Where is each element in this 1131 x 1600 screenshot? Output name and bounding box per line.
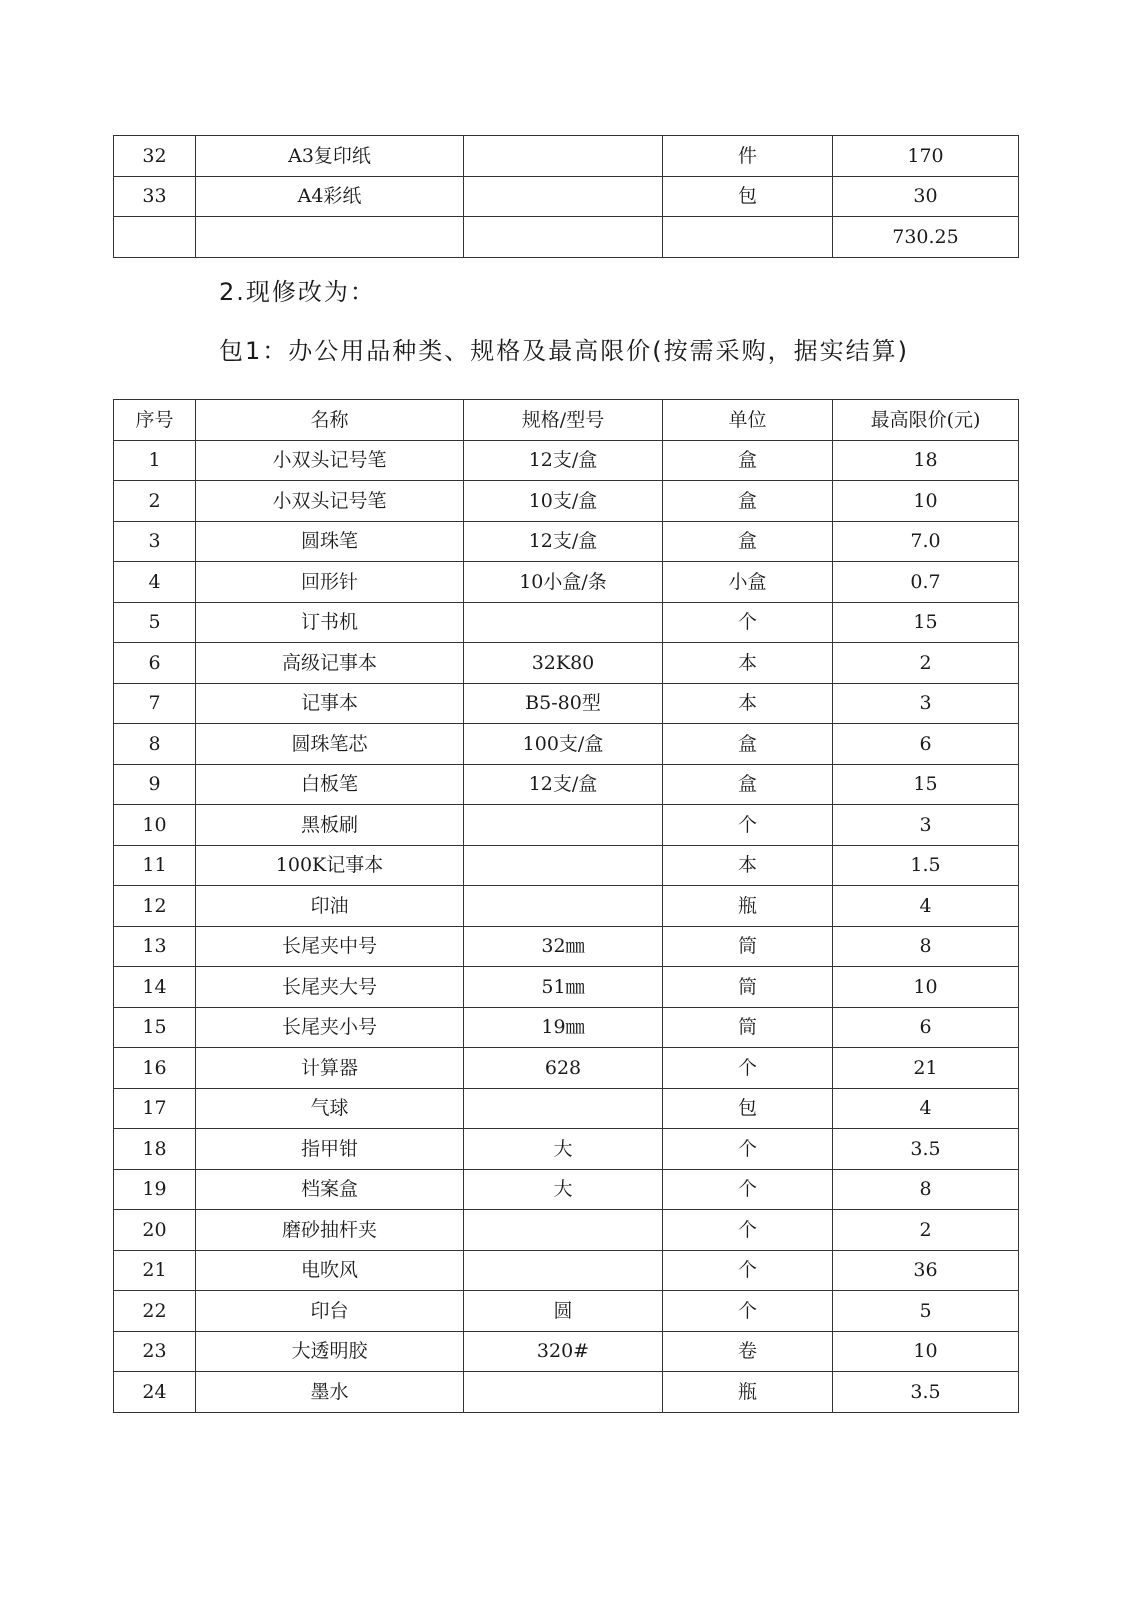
cell-unit: 盒 bbox=[663, 481, 833, 522]
header-spec: 规格/型号 bbox=[464, 400, 663, 441]
cell-name: 长尾夹大号 bbox=[196, 967, 464, 1008]
table-row bbox=[114, 602, 1019, 643]
cell-name: 指甲钳 bbox=[196, 1129, 464, 1170]
cell-spec bbox=[464, 886, 663, 927]
office-supplies-table bbox=[113, 399, 1019, 1413]
cell-name: A3复印纸 bbox=[196, 136, 464, 177]
cell-name: 高级记事本 bbox=[196, 643, 464, 684]
cell-unit: 个 bbox=[663, 1169, 833, 1210]
cell-name: 长尾夹小号 bbox=[196, 1007, 464, 1048]
cell-max-price: 30 bbox=[833, 176, 1019, 217]
cell-spec bbox=[464, 805, 663, 846]
cell-spec: 圆 bbox=[464, 1291, 663, 1332]
cell-index bbox=[114, 217, 196, 258]
cell-max-price: 18 bbox=[833, 440, 1019, 481]
cell-index: 19 bbox=[114, 1169, 196, 1210]
table-header-row bbox=[114, 400, 1019, 441]
table-row bbox=[114, 1007, 1019, 1048]
cell-unit: 瓶 bbox=[663, 886, 833, 927]
cell-unit: 本 bbox=[663, 683, 833, 724]
cell-unit: 筒 bbox=[663, 926, 833, 967]
cell-spec: 19㎜ bbox=[464, 1007, 663, 1048]
cell-unit: 盒 bbox=[663, 521, 833, 562]
cell-spec: 大 bbox=[464, 1129, 663, 1170]
cell-name: 大透明胶 bbox=[196, 1331, 464, 1372]
cell-unit: 个 bbox=[663, 1048, 833, 1089]
cell-index: 24 bbox=[114, 1372, 196, 1413]
table-row bbox=[114, 136, 1019, 177]
cell-name: 计算器 bbox=[196, 1048, 464, 1089]
cell-name: 回形针 bbox=[196, 562, 464, 603]
cell-max-price: 2 bbox=[833, 643, 1019, 684]
revision-note: 2.现修改为： bbox=[219, 278, 376, 306]
cell-name: 圆珠笔芯 bbox=[196, 724, 464, 765]
cell-name: 墨水 bbox=[196, 1372, 464, 1413]
cell-index: 7 bbox=[114, 683, 196, 724]
table-row bbox=[114, 683, 1019, 724]
cell-name: 圆珠笔 bbox=[196, 521, 464, 562]
cell-spec bbox=[464, 1210, 663, 1251]
cell-max-price: 170 bbox=[833, 136, 1019, 177]
cell-unit: 件 bbox=[663, 136, 833, 177]
office-supplies-body bbox=[114, 440, 1019, 1412]
header-unit: 单位 bbox=[663, 400, 833, 441]
cell-index: 17 bbox=[114, 1088, 196, 1129]
cell-name: 黑板刷 bbox=[196, 805, 464, 846]
cell-max-price: 4 bbox=[833, 1088, 1019, 1129]
cell-max-price: 6 bbox=[833, 1007, 1019, 1048]
cell-spec: 51㎜ bbox=[464, 967, 663, 1008]
cell-index: 3 bbox=[114, 521, 196, 562]
cell-name: 100K记事本 bbox=[196, 845, 464, 886]
cell-unit: 盒 bbox=[663, 440, 833, 481]
cell-unit: 个 bbox=[663, 602, 833, 643]
cell-spec: 320# bbox=[464, 1331, 663, 1372]
cell-name: 白板笔 bbox=[196, 764, 464, 805]
cell-spec: 10小盒/条 bbox=[464, 562, 663, 603]
table-row bbox=[114, 1129, 1019, 1170]
table-row bbox=[114, 1088, 1019, 1129]
cell-spec: 12支/盒 bbox=[464, 764, 663, 805]
cell-max-price: 10 bbox=[833, 1331, 1019, 1372]
cell-name: 长尾夹中号 bbox=[196, 926, 464, 967]
cell-name: 印台 bbox=[196, 1291, 464, 1332]
cell-max-price: 8 bbox=[833, 926, 1019, 967]
cell-spec: 628 bbox=[464, 1048, 663, 1089]
cell-index: 11 bbox=[114, 845, 196, 886]
table-row bbox=[114, 1048, 1019, 1089]
cell-spec bbox=[464, 602, 663, 643]
table-row bbox=[114, 967, 1019, 1008]
cell-unit: 个 bbox=[663, 1129, 833, 1170]
package-heading: 包1：办公用品种类、规格及最高限价(按需采购，据实结算) bbox=[219, 337, 909, 365]
cell-index: 18 bbox=[114, 1129, 196, 1170]
cell-max-price: 2 bbox=[833, 1210, 1019, 1251]
cell-max-price: 21 bbox=[833, 1048, 1019, 1089]
cell-name: 电吹风 bbox=[196, 1250, 464, 1291]
header-name: 名称 bbox=[196, 400, 464, 441]
table-row bbox=[114, 481, 1019, 522]
cell-unit: 筒 bbox=[663, 1007, 833, 1048]
cell-max-price: 6 bbox=[833, 724, 1019, 765]
cell-name: 气球 bbox=[196, 1088, 464, 1129]
cell-max-price: 36 bbox=[833, 1250, 1019, 1291]
cell-max-price: 3.5 bbox=[833, 1372, 1019, 1413]
cell-max-price: 8 bbox=[833, 1169, 1019, 1210]
header-max-price: 最高限价(元) bbox=[833, 400, 1019, 441]
cell-index: 12 bbox=[114, 886, 196, 927]
cell-name: 印油 bbox=[196, 886, 464, 927]
table-row bbox=[114, 845, 1019, 886]
cell-max-price: 3 bbox=[833, 683, 1019, 724]
cell-spec bbox=[464, 217, 663, 258]
cell-unit: 卷 bbox=[663, 1331, 833, 1372]
cell-name: A4彩纸 bbox=[196, 176, 464, 217]
cell-unit: 包 bbox=[663, 1088, 833, 1129]
cell-unit: 个 bbox=[663, 805, 833, 846]
cell-index: 21 bbox=[114, 1250, 196, 1291]
cell-index: 6 bbox=[114, 643, 196, 684]
cell-name: 记事本 bbox=[196, 683, 464, 724]
cell-spec: 大 bbox=[464, 1169, 663, 1210]
cell-unit: 筒 bbox=[663, 967, 833, 1008]
table-row bbox=[114, 1372, 1019, 1413]
cell-unit: 盒 bbox=[663, 724, 833, 765]
table-row bbox=[114, 1291, 1019, 1332]
cell-name: 小双头记号笔 bbox=[196, 440, 464, 481]
cell-index: 10 bbox=[114, 805, 196, 846]
previous-items-table bbox=[113, 135, 1019, 258]
cell-index: 33 bbox=[114, 176, 196, 217]
cell-name bbox=[196, 217, 464, 258]
cell-unit: 个 bbox=[663, 1250, 833, 1291]
cell-index: 23 bbox=[114, 1331, 196, 1372]
cell-index: 14 bbox=[114, 967, 196, 1008]
cell-index: 32 bbox=[114, 136, 196, 177]
cell-spec bbox=[464, 1372, 663, 1413]
table-row bbox=[114, 926, 1019, 967]
cell-max-price: 4 bbox=[833, 886, 1019, 927]
cell-max-price: 15 bbox=[833, 602, 1019, 643]
cell-unit: 盒 bbox=[663, 764, 833, 805]
cell-max-price: 10 bbox=[833, 481, 1019, 522]
cell-unit: 瓶 bbox=[663, 1372, 833, 1413]
cell-spec: 32K80 bbox=[464, 643, 663, 684]
cell-index: 20 bbox=[114, 1210, 196, 1251]
cell-max-price: 1.5 bbox=[833, 845, 1019, 886]
cell-spec: 100支/盒 bbox=[464, 724, 663, 765]
cell-max-price: 730.25 bbox=[833, 217, 1019, 258]
cell-spec bbox=[464, 1088, 663, 1129]
table-row bbox=[114, 1210, 1019, 1251]
cell-index: 9 bbox=[114, 764, 196, 805]
cell-unit: 本 bbox=[663, 845, 833, 886]
cell-index: 13 bbox=[114, 926, 196, 967]
cell-spec bbox=[464, 1250, 663, 1291]
cell-unit: 个 bbox=[663, 1291, 833, 1332]
cell-unit bbox=[663, 217, 833, 258]
table-row bbox=[114, 562, 1019, 603]
cell-unit: 包 bbox=[663, 176, 833, 217]
cell-spec bbox=[464, 136, 663, 177]
cell-index: 15 bbox=[114, 1007, 196, 1048]
cell-name: 档案盒 bbox=[196, 1169, 464, 1210]
cell-name: 磨砂抽杆夹 bbox=[196, 1210, 464, 1251]
cell-name: 小双头记号笔 bbox=[196, 481, 464, 522]
header-index: 序号 bbox=[114, 400, 196, 441]
cell-index: 5 bbox=[114, 602, 196, 643]
cell-max-price: 3 bbox=[833, 805, 1019, 846]
cell-max-price: 3.5 bbox=[833, 1129, 1019, 1170]
cell-spec: B5-80型 bbox=[464, 683, 663, 724]
cell-spec: 12支/盒 bbox=[464, 521, 663, 562]
cell-max-price: 7.0 bbox=[833, 521, 1019, 562]
table-row bbox=[114, 805, 1019, 846]
cell-spec bbox=[464, 176, 663, 217]
table-row bbox=[114, 764, 1019, 805]
cell-max-price: 5 bbox=[833, 1291, 1019, 1332]
cell-max-price: 10 bbox=[833, 967, 1019, 1008]
cell-unit: 个 bbox=[663, 1210, 833, 1251]
table-row bbox=[114, 886, 1019, 927]
cell-name: 订书机 bbox=[196, 602, 464, 643]
cell-index: 4 bbox=[114, 562, 196, 603]
cell-index: 2 bbox=[114, 481, 196, 522]
table-row bbox=[114, 724, 1019, 765]
cell-spec bbox=[464, 845, 663, 886]
table-row bbox=[114, 440, 1019, 481]
table-row bbox=[114, 176, 1019, 217]
cell-max-price: 15 bbox=[833, 764, 1019, 805]
table-row bbox=[114, 643, 1019, 684]
cell-max-price: 0.7 bbox=[833, 562, 1019, 603]
cell-index: 8 bbox=[114, 724, 196, 765]
cell-unit: 小盒 bbox=[663, 562, 833, 603]
cell-unit: 本 bbox=[663, 643, 833, 684]
cell-index: 22 bbox=[114, 1291, 196, 1332]
cell-index: 1 bbox=[114, 440, 196, 481]
table-row bbox=[114, 1331, 1019, 1372]
previous-items-body bbox=[114, 136, 1019, 258]
table-row bbox=[114, 1169, 1019, 1210]
cell-spec: 10支/盒 bbox=[464, 481, 663, 522]
table-row bbox=[114, 217, 1019, 258]
cell-spec: 12支/盒 bbox=[464, 440, 663, 481]
cell-index: 16 bbox=[114, 1048, 196, 1089]
table-row bbox=[114, 1250, 1019, 1291]
cell-spec: 32㎜ bbox=[464, 926, 663, 967]
table-row bbox=[114, 521, 1019, 562]
